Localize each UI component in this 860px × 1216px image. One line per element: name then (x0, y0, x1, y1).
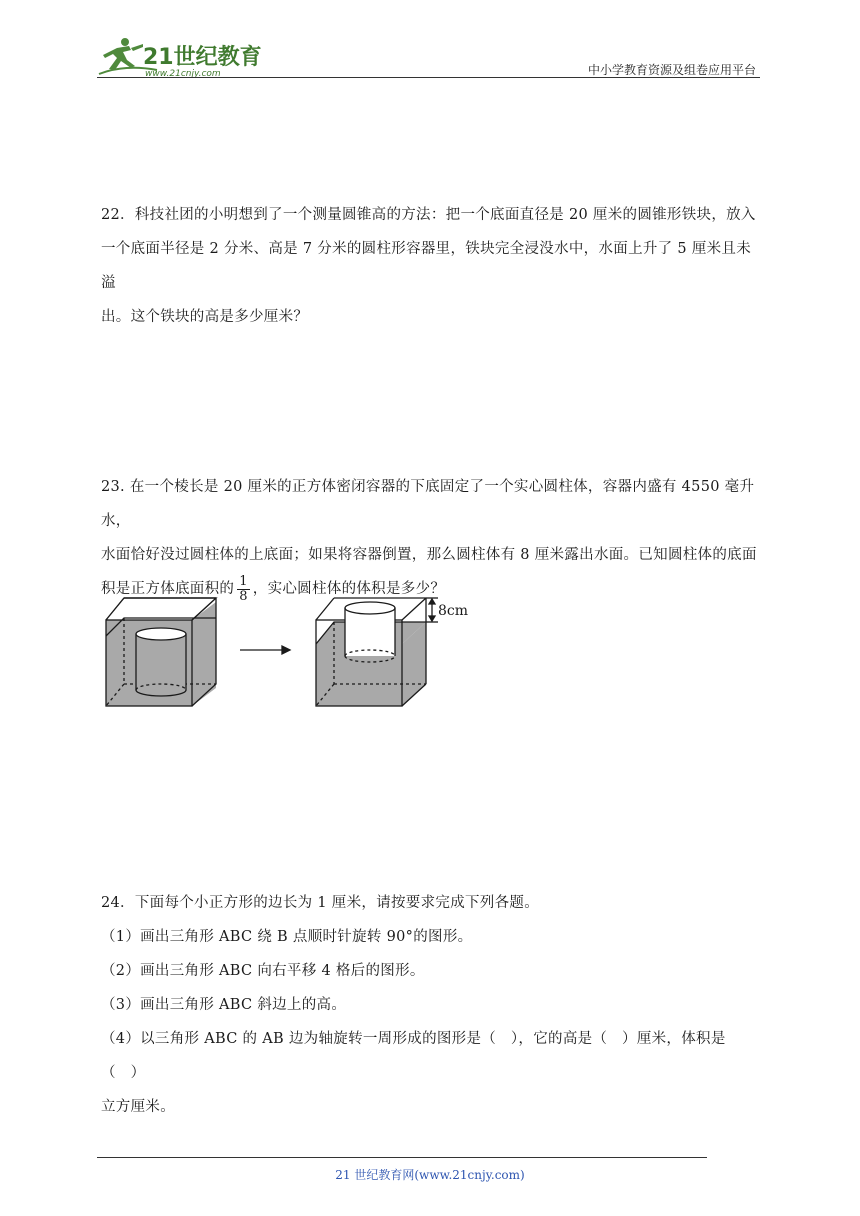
q24-part1: （1）画出三角形 ABC 绕 B 点顺时针旋转 90°的图形。 (101, 929, 473, 945)
q24-intro: 24．下面每个小正方形的边长为 1 厘米，请按要求完成下列各题。 (101, 895, 539, 911)
q23-line2: 水面恰好没过圆柱体的上底面；如果将容器倒置，那么圆柱体有 8 厘米露出水面。已知圆柱体的底面 (101, 547, 757, 563)
footer-divider (97, 1157, 707, 1158)
footer-link[interactable]: 21 世纪教育网(www.21cnjy.com) (335, 1168, 525, 1182)
fraction-numerator: 1 (239, 573, 248, 589)
q22-line2: 一个底面半径是 2 分米、高是 7 分米的圆柱形容器里，铁块完全浸没水中，水面上升了 5 厘米且未溢 (101, 241, 752, 291)
logo-text: 21世纪教育 (143, 45, 262, 70)
platform-name: 中小学教育资源及组卷应用平台 (587, 63, 756, 77)
q23-line1: 23. 在一个棱长是 20 厘米的正方体密闭容器的下底固定了一个实心圆柱体，容器内盛有 4550 毫升水， (101, 479, 755, 529)
cube-left (106, 598, 216, 706)
q23-line3-before: 积是正方体底面积的 (101, 581, 235, 597)
q23-line3-after: ，实心圆柱体的体积是多少？ (252, 581, 446, 597)
q22-line3: 出。这个铁块的高是多少厘米？ (101, 309, 309, 325)
logo-url: www.21cnjy.com (145, 69, 221, 79)
question-23 (101, 470, 761, 606)
container-figure (100, 590, 480, 719)
q24-part2: （2）画出三角形 ABC 向右平移 4 格后的图形。 (101, 963, 425, 979)
q24-part4-cont: 立方厘米。 (101, 1099, 175, 1115)
q24-part3: （3）画出三角形 ABC 斜边上的高。 (101, 997, 347, 1013)
question-24 (101, 886, 761, 1124)
dimension-label: 8cm (438, 603, 469, 619)
q24-part4: （4）以三角形 ABC 的 AB 边为轴旋转一周形成的图形是（ ），它的高是（ ）厘米，体积是（ ） (101, 1031, 726, 1081)
question-22 (101, 198, 761, 334)
site-logo (95, 36, 265, 80)
fraction-denominator: 8 (239, 588, 248, 604)
cube-right (316, 598, 438, 706)
header-divider (97, 77, 760, 78)
q22-line1: 22．科技社团的小明想到了一个测量圆锥高的方法：把一个底面直径是 20 厘米的圆锥形铁块，放入 (101, 207, 756, 223)
arrow-icon (240, 646, 290, 654)
